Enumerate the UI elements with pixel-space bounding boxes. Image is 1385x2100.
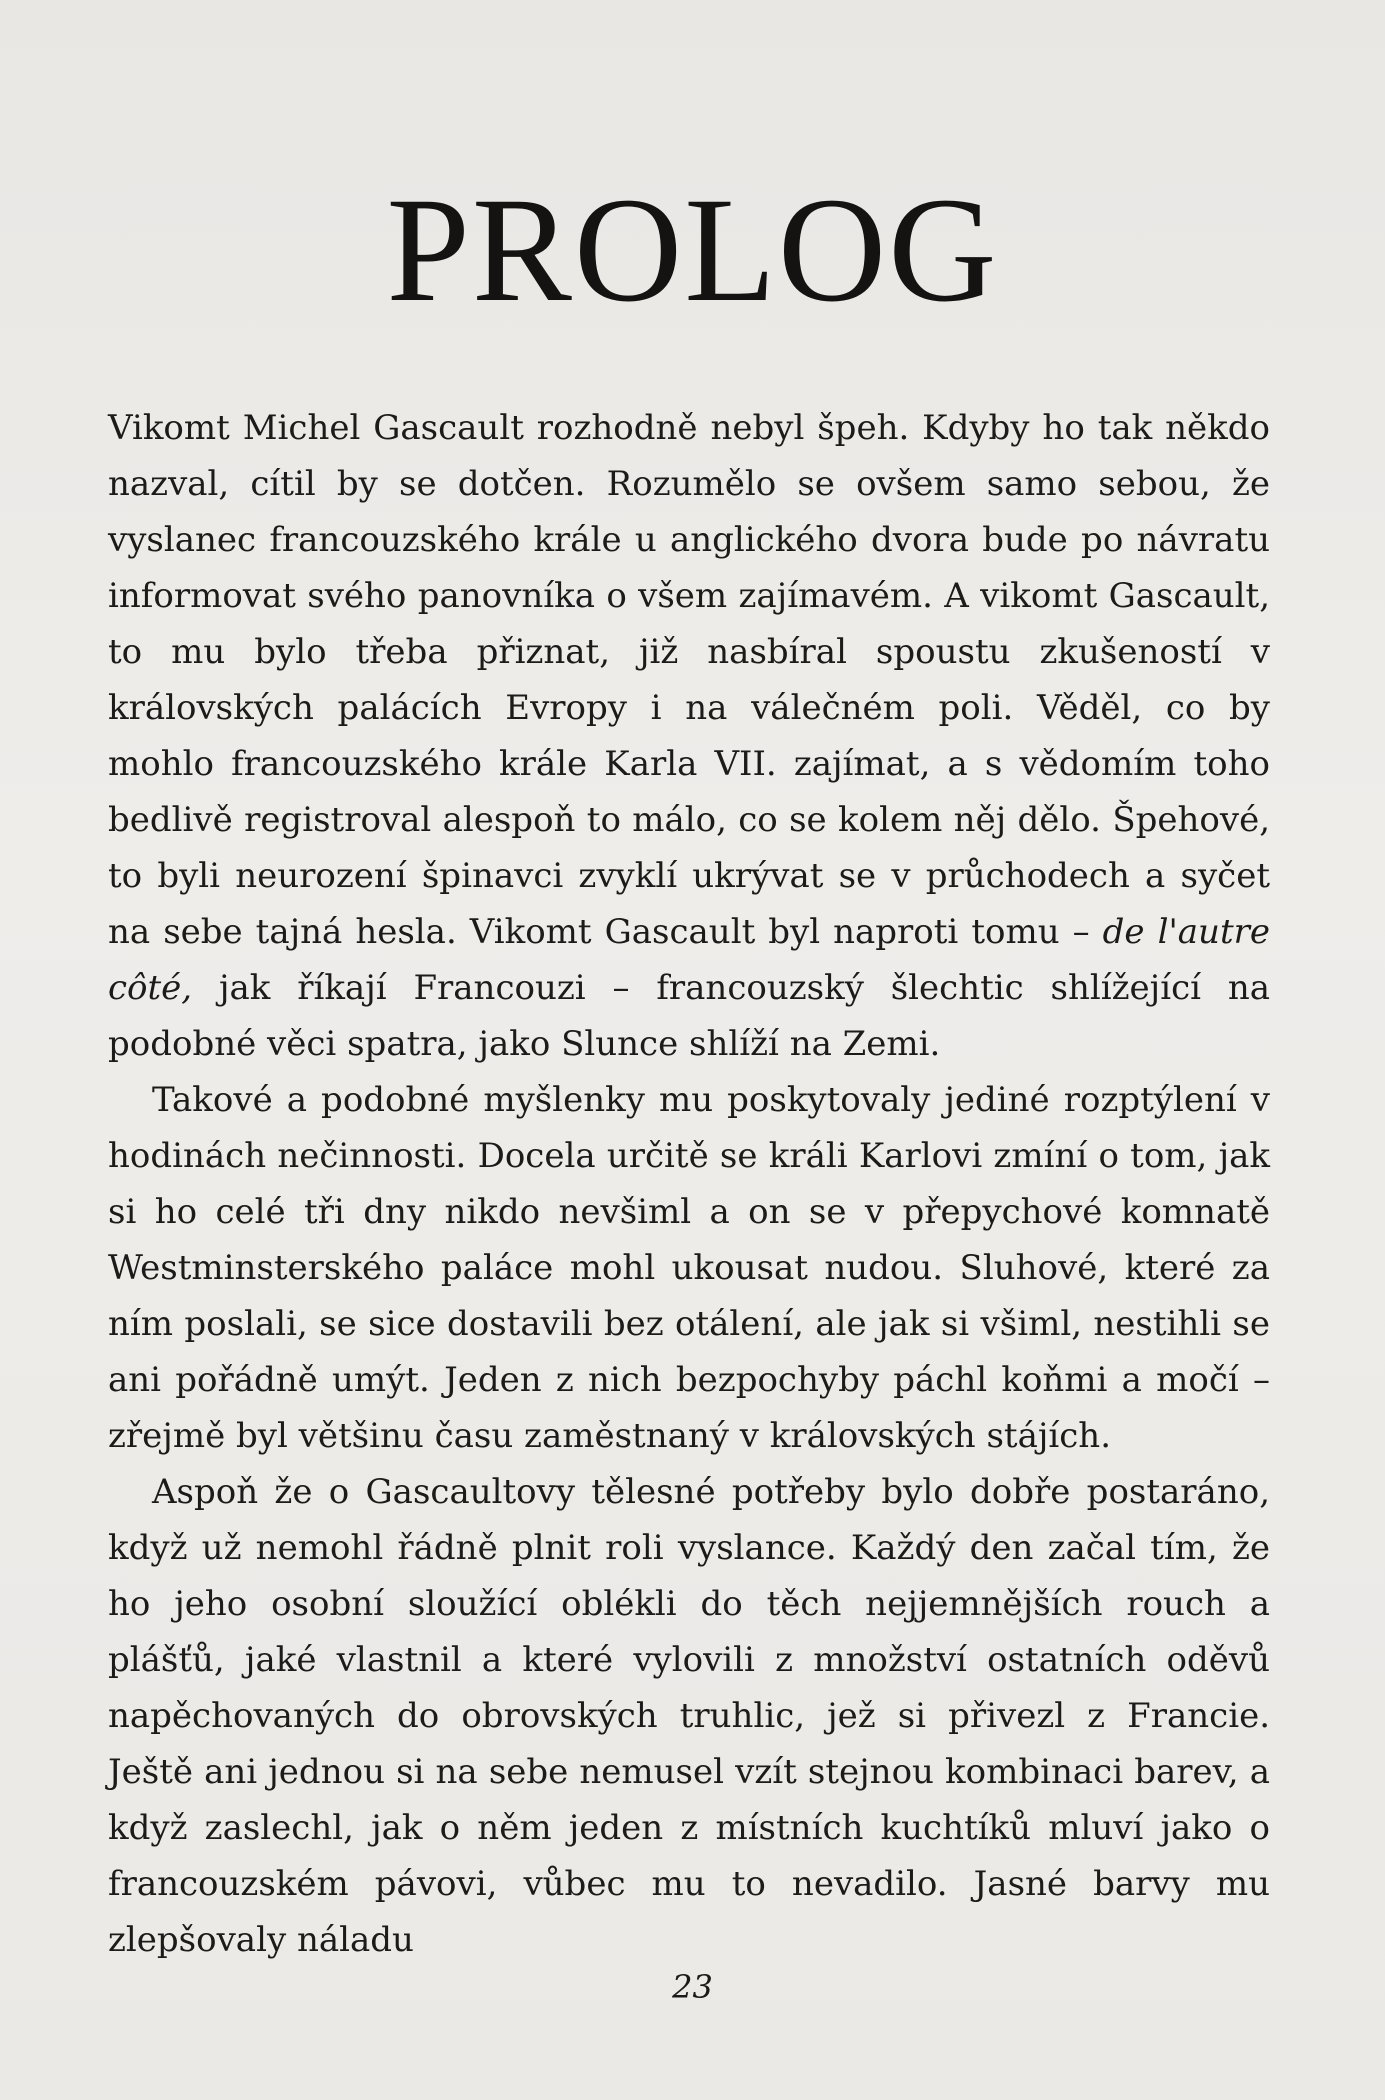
page-number: 23 — [672, 1968, 713, 2006]
paragraph-2: Takové a podobné myšlenky mu poskytovaly jediné rozptýlení v hodinách nečinnosti. Docela určitě se králi Karlovi zmíní o tom, jak si ho celé tři dny nikdo nevšiml a on se v přepychové komnatě Westminsterského paláce mohl ukousat nudou. Sluhové, které za ním poslali, se sice dostavili bez otálení, ale jak si všiml, nestihli se ani pořádně umýt. Jeden z nich bezpochyby páchl koňmi a močí – zřejmě byl většinu času zaměstnaný v královských stájích. — [108, 1080, 1270, 1456]
paragraph-1-text-b: jak říkají Francouzi – francouzský šlechtic shlížející na podobné věci spatra, jako Slunce shlíží na Zemi. — [108, 968, 1270, 1064]
body-text — [108, 400, 1270, 1968]
paragraph-1 — [108, 400, 1270, 1072]
paragraph-3: Aspoň že o Gascaultovy tělesné potřeby bylo dobře postaráno, když už nemohl řádně plnit roli vyslance. Každý den začal tím, že ho jeho osobní sloužící oblékli do těch nejjemnějších rouch a plášťů, jaké vlastnil a které vylovili z množství ostatních oděvů napěchovaných do obrovských truhlic, jež si přivezl z Francie. Ještě ani jednou si na sebe nemusel vzít stejnou kombinaci barev, a když zaslechl, jak o něm jeden z místních kuchtíků mluví jako o francouzském pávovi, vůbec mu to nevadilo. Jasné barvy mu zlepšovaly náladu — [108, 1472, 1270, 1960]
paragraph-1-italic-phrase: de l'autre côté, — [108, 912, 1270, 1008]
chapter-title: PROLOG — [386, 167, 999, 333]
paragraph-1-text-a: Vikomt Michel Gascault rozhodně nebyl špeh. Kdyby ho tak někdo nazval, cítil by se dotčen. Rozumělo se ovšem samo sebou, že vyslanec francouzského krále u anglického dvora bude po návratu informovat svého panovníka o všem zajímavém. A vikomt Gascault, to mu bylo třeba přiznat, již nasbíral spoustu zkušeností v královských palácích Evropy i na válečném poli. Věděl, co by mohlo francouzského krále Karla VII. zajímat, a s vědomím toho bedlivě registroval alespoň to málo, co se kolem něj dělo. Špehové, to byli neurození špinavci zvyklí ukrývat se v průchodech a syčet na sebe tajná hesla. Vikomt Gascault byl naproti tomu – — [108, 408, 1270, 952]
